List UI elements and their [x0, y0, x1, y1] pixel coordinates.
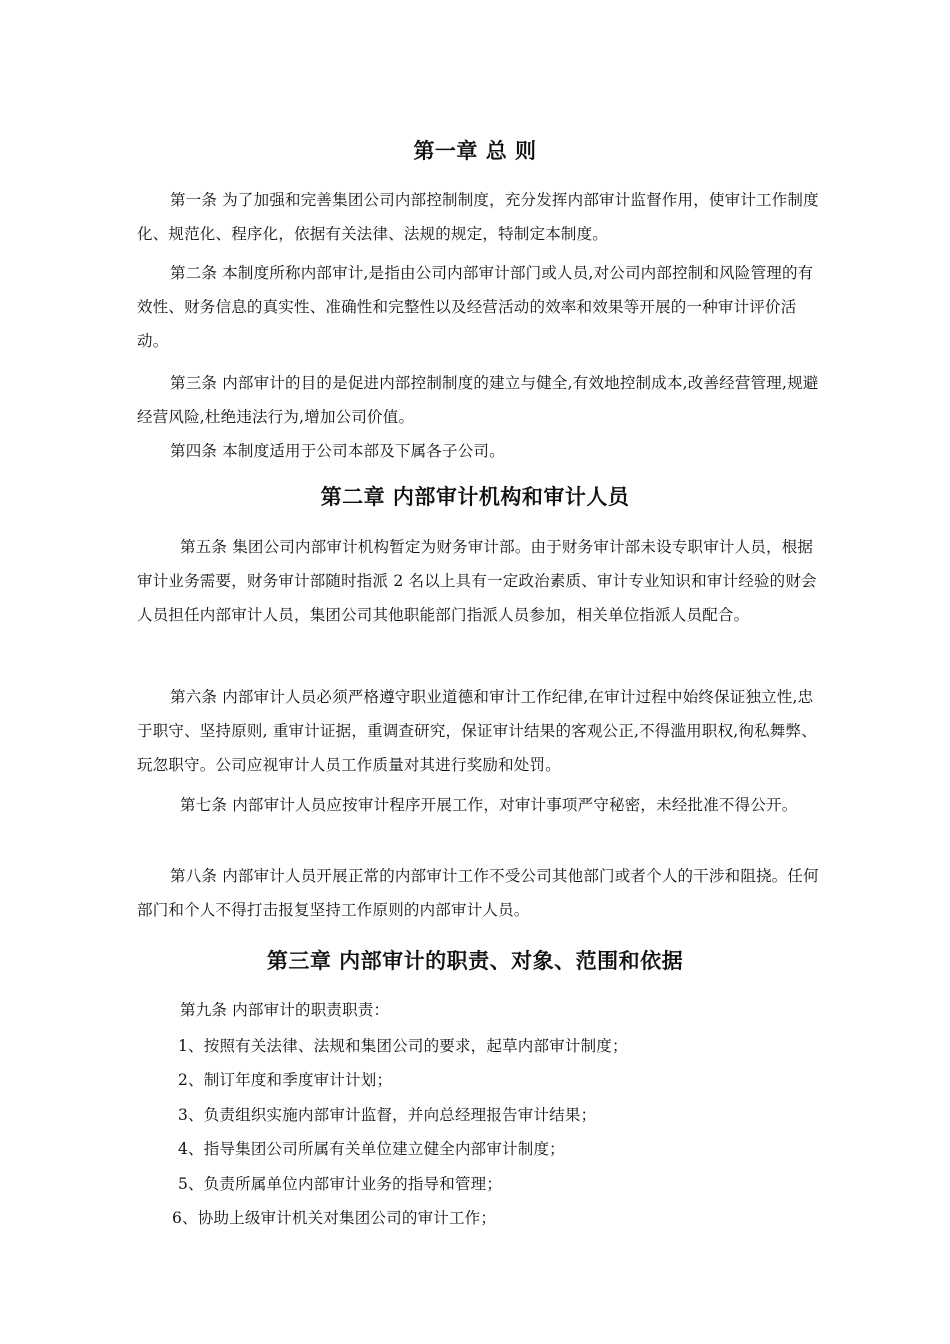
- article-3: 第三条 内部审计的目的是促进内部控制制度的建立与健全,有效地控制成本,改善经营管理,规避经营风险,杜绝违法行为,增加公司价值。: [137, 374, 819, 426]
- article-7: 第七条 内部审计人员应按审计程序开展工作，对审计事项严守秘密，未经批准不得公开。: [180, 796, 798, 814]
- duty-item-3: 3、负责组织实施内部审计监督，并向总经理报告审计结果；: [178, 1106, 597, 1124]
- chapter-1-heading: 第一章 总 则: [413, 139, 537, 163]
- article-6: 第六条 内部审计人员必须严格遵守职业道德和审计工作纪律,在审计过程中始终保证独立性,忠于职守、坚持原则, 重审计证据，重调查研究，保证审计结果的客观公正,不得滥用职权,徇私舞弊、玩忽职守。公司应视审计人员工作质量对其进行奖励和处罚。: [137, 688, 817, 774]
- article-1: 第一条 为了加强和完善集团公司内部控制制度，充分发挥内部审计监督作用，使审计工作制度化、规范化、程序化，依据有关法律、法规的规定，特制定本制度。: [137, 191, 819, 243]
- duty-item-1: 1、按照有关法律、法规和集团公司的要求，起草内部审计制度；: [178, 1037, 628, 1055]
- duty-item-5: 5、负责所属单位内部审计业务的指导和管理；: [178, 1175, 503, 1193]
- article-5: 第五条 集团公司内部审计机构暂定为财务审计部。由于财务审计部未设专职审计人员，根据审计业务需要，财务审计部随时指派 2 名以上具有一定政治素质、审计专业知识和审计经验的财会人员担任内部审计人员，集团公司其他职能部门指派人员参加，相关单位指派人员配合。: [137, 538, 817, 624]
- article-9: 第九条 内部审计的职责职责：: [180, 1001, 390, 1019]
- article-8: 第八条 内部审计人员开展正常的内部审计工作不受公司其他部门或者个人的干涉和阻挠。任何部门和个人不得打击报复坚持工作原则的内部审计人员。: [137, 867, 819, 919]
- article-4: 第四条 本制度适用于公司本部及下属各子公司。: [170, 442, 505, 460]
- chapter-2-heading: 第二章 内部审计机构和审计人员: [320, 485, 630, 509]
- duty-item-4: 4、指导集团公司所属有关单位建立健全内部审计制度；: [178, 1140, 565, 1158]
- duty-item-6: 6、协助上级审计机关对集团公司的审计工作；: [172, 1209, 497, 1227]
- article-2: 第二条 本制度所称内部审计,是指由公司内部审计部门或人员,对公司内部控制和风险管理的有效性、财务信息的真实性、准确性和完整性以及经营活动的效率和效果等开展的一种审计评价活动。: [137, 264, 814, 350]
- chapter-3-heading: 第三章 内部审计的职责、对象、范围和依据: [266, 949, 684, 973]
- duty-item-2: 2、制订年度和季度审计计划；: [178, 1071, 393, 1089]
